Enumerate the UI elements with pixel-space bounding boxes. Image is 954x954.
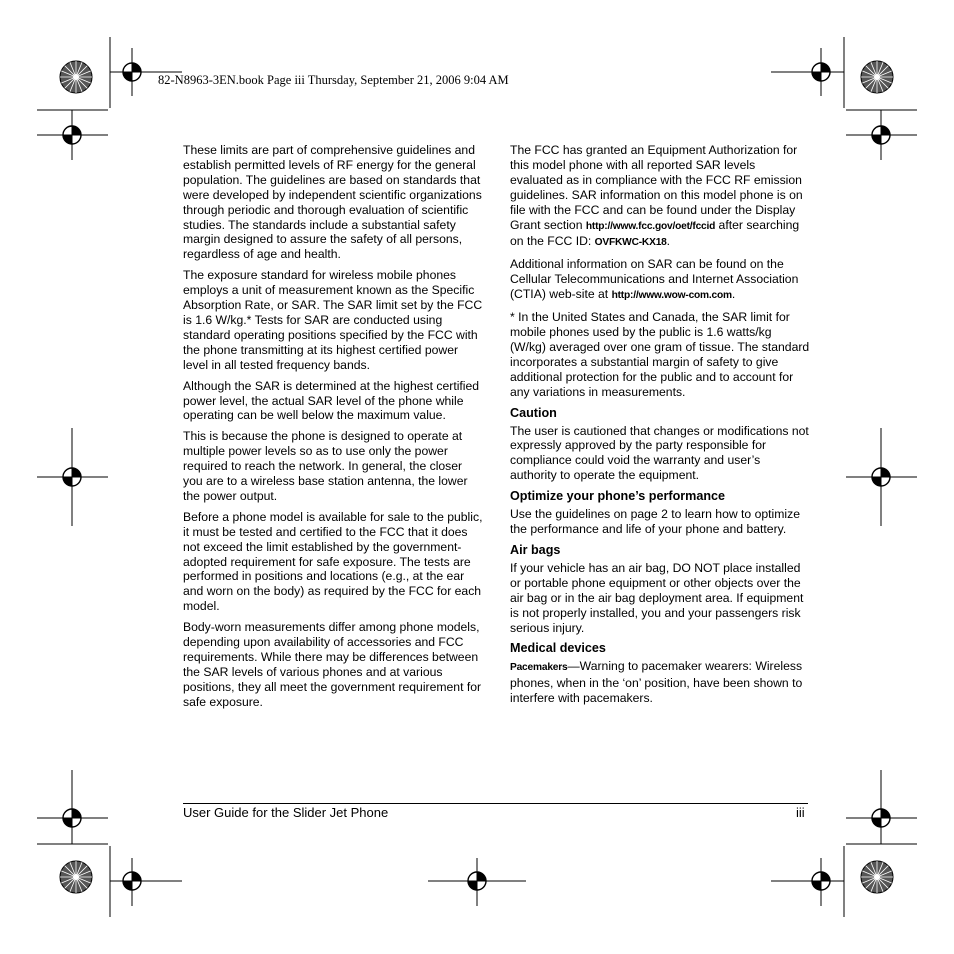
paragraph: Pacemakers—Warning to pacemaker wearers: Wireless phones, when in the ‘on’ position, have been shown to interfere with pacemakers. — [510, 659, 803, 706]
registration-mark-icon — [812, 63, 830, 81]
color-target-icon — [60, 61, 92, 93]
section-heading: Caution — [510, 405, 557, 420]
paragraph: These limits are part of comprehensive guidelines and establish permitted levels of RF energy for the general population. The guidelines are based on standards that were developed by independent scientific organizations through periodic and thorough evaluation of scientific studies. The standards include a substantial safety margin designed to assure the safety of all persons, regardless of age and health. — [183, 143, 482, 262]
paragraph: Use the guidelines on page 2 to learn how to optimize the performance and life of your phone and battery. — [510, 507, 800, 537]
right-column — [510, 143, 810, 712]
footer-rule — [183, 803, 808, 804]
registration-mark-icon — [123, 872, 141, 890]
paragraph: * In the United States and Canada, the SAR limit for mobile phones used by the public is 1.6 watts/kg (W/kg) averaged over one gram of tissue. The standard incorporates a substantial margin of safety to give additional protection for the public and to account for any variations in measurements. — [510, 310, 810, 399]
color-target-icon — [60, 861, 92, 893]
pacemakers-term: Pacemakers — [510, 662, 568, 674]
print-header: 82-N8963-3EN.book Page iii Thursday, September 21, 2006 9:04 AM — [158, 73, 509, 87]
paragraph: The user is cautioned that changes or modifications not expressly approved by the party responsible for compliance could void the warranty and user’s authority to operate the equipment. — [510, 423, 809, 483]
section-heading: Air bags — [510, 542, 561, 557]
section-heading: Medical devices — [510, 641, 606, 656]
paragraph: Although the SAR is determined at the highest certified power level, the actual SAR level of the phone while operating can be well below the maximum value. — [183, 378, 480, 423]
registration-mark-icon — [468, 872, 486, 890]
paragraph: Before a phone model is available for sale to the public, it must be tested and certified to the FCC that it does not exceed the limit established by the government-adopted requirement for safe exposure. The tests are performed in positions and locations (e.g., at the ear and worn on the body) as required by the FCC for each model. — [183, 509, 483, 614]
section-heading: Optimize your phone’s performance — [510, 489, 726, 504]
fcc-id: OVFKWC-KX18 — [594, 237, 667, 249]
registration-mark-icon — [63, 809, 81, 827]
paragraph: The FCC has granted an Equipment Authorization for this model phone with all reported SAR levels evaluated as in compliance with the FCC RF emission guidelines. SAR information on this model phone is on file with the FCC and can be found under the Display Grant section http://www.fcc.gov/oet/fccid after searching on the FCC ID: OVFKWC-KX18. — [510, 143, 803, 249]
fcc-link[interactable]: http://www.fcc.gov/oet/fccid — [585, 220, 716, 232]
paragraph: The exposure standard for wireless mobile phones employs a unit of measurement known as the Specific Absorption Rate, or SAR. The SAR limit set by the FCC is 1.6 W/kg.* Tests for SAR are conducted using standard operating positions specified by the FCC with the phone transmitting at its highest certified power level in all tested frequency bands. — [183, 268, 483, 372]
registration-mark-icon — [872, 126, 890, 144]
paragraph: Body-worn measurements differ among phone models, depending upon availability of accessories and FCC requirements. While there may be differences between the SAR levels of various phones and at various positions, they all meet the government requirement for safe exposure. — [183, 620, 482, 709]
registration-mark-icon — [812, 872, 830, 890]
left-column — [183, 143, 483, 716]
registration-mark-icon — [872, 468, 890, 486]
footer-title: User Guide for the Slider Jet Phone — [183, 805, 389, 820]
page-number: iii — [796, 805, 805, 820]
registration-mark-icon — [123, 63, 141, 81]
paragraph: Additional information on SAR can be found on the Cellular Telecommunications and Internet Association (CTIA) web-site at http://www.wow-com.com. — [510, 257, 799, 302]
registration-mark-icon — [63, 468, 81, 486]
paragraph: If your vehicle has an air bag, DO NOT place installed or portable phone equipment or other objects over the air bag or in the air bag deployment area. If equipment is not properly installed, you and your passengers risk serious injury. — [510, 560, 804, 635]
registration-mark-icon — [872, 809, 890, 827]
registration-mark-icon — [63, 126, 81, 144]
color-target-icon — [861, 61, 893, 93]
ctia-link[interactable]: http://www.wow-com.com — [611, 290, 732, 302]
color-target-icon — [861, 861, 893, 893]
paragraph: This is because the phone is designed to operate at multiple power levels so as to use only the power required to reach the network. In general, the closer you are to a wireless base station antenna, the lower the power output. — [183, 429, 468, 503]
